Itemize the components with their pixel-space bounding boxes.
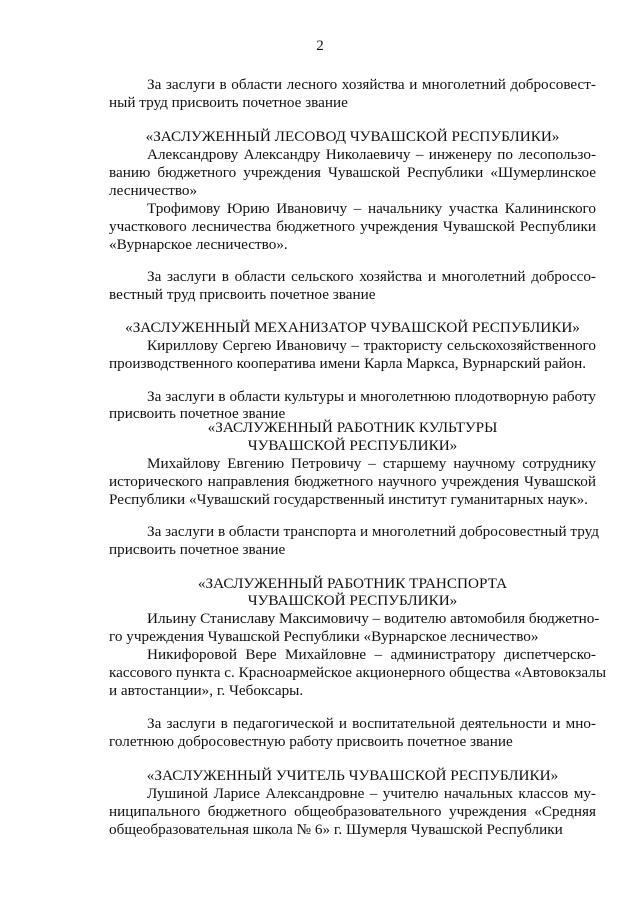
- section-5-person-1-line-2: ниципального бюджетного общеобразовательного учреждения «Средняя: [109, 803, 596, 820]
- section-1-person-2-line-1: Трофимову Юрию Ивановичу – начальнику участка Калининского: [147, 200, 596, 217]
- section-5-title: «ЗАСЛУЖЕННЫЙ УЧИТЕЛЬ ЧУВАШСКОЙ РЕСПУБЛИКИ»: [146, 767, 559, 784]
- section-4-title-line-2: ЧУВАШСКОЙ РЕСПУБЛИКИ»: [247, 592, 458, 609]
- section-3-person-1-line-1: Михайлову Евгению Петровичу – старшему научному сотруднику: [147, 455, 596, 472]
- section-5-intro-line-2: голетнюю добросовестную работу присвоить почетное звание: [109, 733, 513, 750]
- section-2-title: «ЗАСЛУЖЕННЫЙ МЕХАНИЗАТОР ЧУВАШСКОЙ РЕСПУБЛИКИ»: [125, 319, 580, 336]
- section-3-person-1-line-2: исторического направления бюджетного научного учреждения Чувашской: [109, 473, 596, 490]
- section-5-person-1-line-1: Лушиной Ларисе Александровне – учителю начальных классов му-: [147, 785, 596, 802]
- section-3-person-1-line-3: Республики «Чувашский государственный институт гуманитарных наук».: [109, 491, 588, 508]
- page-number: 2: [316, 38, 324, 54]
- section-1-person-1-line-3: лесничество»: [109, 182, 198, 199]
- section-3-title-line-1: «ЗАСЛУЖЕННЫЙ РАБОТНИК КУЛЬТУРЫ: [207, 419, 498, 436]
- section-3-intro-line-1: За заслуги в области культуры и многолетнюю плодотворную работу: [147, 388, 596, 405]
- section-2-person-1-line-2: производственного кооператива имени Карла Маркса, Вурнарский район.: [109, 355, 587, 372]
- section-4-intro-line-1: За заслуги в области транспорта и многолетний добросовестный труд: [147, 523, 599, 540]
- section-4-person-2-line-3: и автостанции», г. Чебоксары.: [109, 682, 304, 699]
- section-4-person-1-line-2: го учреждения Чувашской Республики «Вурнарское лесничество»: [109, 628, 539, 645]
- section-4-person-1-line-1: Ильину Станиславу Максимовичу – водителю автомобиля бюджетно-: [147, 610, 600, 627]
- section-3-title-line-2: ЧУВАШСКОЙ РЕСПУБЛИКИ»: [247, 437, 458, 454]
- section-2-intro-line-2: вестный труд присвоить почетное звание: [109, 286, 376, 303]
- section-1-intro-line-2: ный труд присвоить почетное звание: [109, 94, 348, 111]
- section-3-intro-line-2: присвоить почетное звание: [109, 405, 286, 422]
- section-5-person-1-line-3: общеобразовательная школа № 6» г. Шумерля Чувашской Республики: [109, 821, 563, 838]
- section-4-person-2-line-2: кассового пункта с. Красноармейское акционерного общества «Автовокзалы: [109, 664, 607, 681]
- section-2-person-1-line-1: Кириллову Сергею Ивановичу – трактористу сельскохозяйственного: [147, 337, 596, 354]
- section-1-title: «ЗАСЛУЖЕННЫЙ ЛЕСОВОД ЧУВАШСКОЙ РЕСПУБЛИКИ»: [145, 128, 560, 145]
- section-1-person-1-line-1: Александрову Александру Николаевичу – инженеру по лесопользо-: [147, 146, 596, 163]
- section-1-person-2-line-3: «Вурнарское лесничество».: [109, 236, 288, 253]
- section-1-person-1-line-2: ванию бюджетного учреждения Чувашской Республики «Шумерлинское: [109, 164, 596, 181]
- section-4-intro-line-2: присвоить почетное звание: [109, 541, 286, 558]
- section-4-title-line-1: «ЗАСЛУЖЕННЫЙ РАБОТНИК ТРАНСПОРТА: [197, 575, 508, 592]
- section-4-person-2-line-1: Никифоровой Вере Михайловне – администратору диспетчерско-: [147, 646, 596, 663]
- section-2-intro-line-1: За заслуги в области сельского хозяйства и многолетний доброссо-: [147, 268, 596, 285]
- section-5-intro-line-1: За заслуги в педагогической и воспитательной деятельности и мно-: [147, 715, 596, 732]
- section-1-intro-line-1: За заслуги в области лесного хозяйства и многолетний добросовест-: [147, 76, 596, 93]
- section-1-person-2-line-2: участкового лесничества бюджетного учреждения Чувашской Республики: [109, 218, 596, 235]
